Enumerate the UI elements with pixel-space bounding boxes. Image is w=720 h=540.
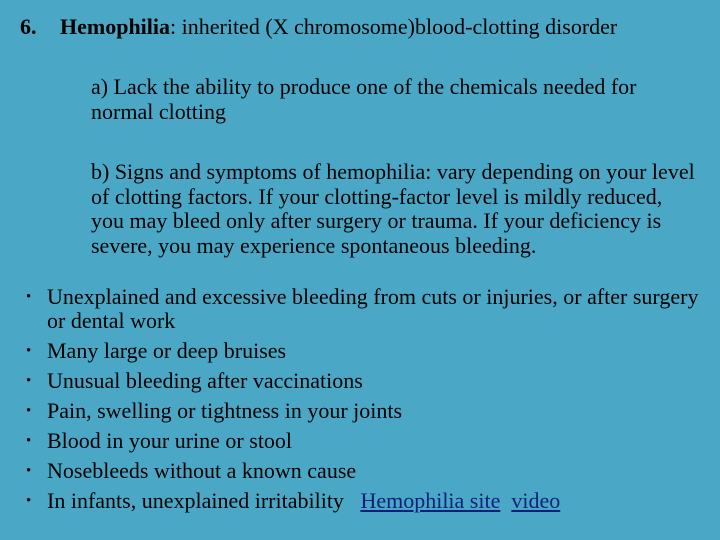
paragraph-b: b) Signs and symptoms of hemophilia: vary depending on your level of clotting factors. If your clotting-factor level is mildly reduced, you may bleed only after surgery or trauma. If your deficiency is severe, you may experience spontaneous bleeding. — [91, 159, 695, 258]
list-item-text: Unusual bleeding after vaccinations — [47, 368, 363, 393]
list-item-text: Nosebleeds without a known cause — [47, 458, 357, 483]
list-item — [26, 285, 706, 333]
title-description: : inherited (X chromosome)blood-clotting disorder — [170, 14, 618, 39]
paragraph-a: a) Lack the ability to produce one of the chemicals needed for normal clotting — [91, 74, 637, 124]
list-item-text: Many large or deep bruises — [47, 338, 287, 363]
bullet-icon: • — [26, 343, 32, 359]
bullet-icon: • — [26, 289, 32, 305]
bullet-icon: • — [26, 493, 32, 509]
list-item — [26, 429, 706, 453]
bullet-icon: • — [26, 463, 32, 479]
title-term: Hemophilia — [60, 14, 171, 39]
hemophilia-site-link[interactable]: Hemophilia site — [360, 488, 501, 513]
symptom-list — [26, 285, 706, 519]
list-item — [26, 459, 706, 483]
title-number: 6. — [20, 14, 37, 39]
slide-title — [20, 14, 617, 40]
list-item-text: Pain, swelling or tightness in your joints — [47, 398, 403, 423]
list-item — [26, 369, 706, 393]
list-item — [26, 399, 706, 423]
list-item — [26, 339, 706, 363]
list-item — [26, 489, 706, 513]
bullet-icon: • — [26, 373, 32, 389]
list-item-text: Blood in your urine or stool — [47, 428, 293, 453]
bullet-icon: • — [26, 433, 32, 449]
list-item-text: In infants, unexplained irritability — [47, 488, 344, 513]
list-item-text: Unexplained and excessive bleeding from cuts or injuries, or after surgery or dental work — [47, 284, 699, 333]
bullet-icon: • — [26, 403, 32, 419]
video-link[interactable]: video — [511, 488, 561, 513]
